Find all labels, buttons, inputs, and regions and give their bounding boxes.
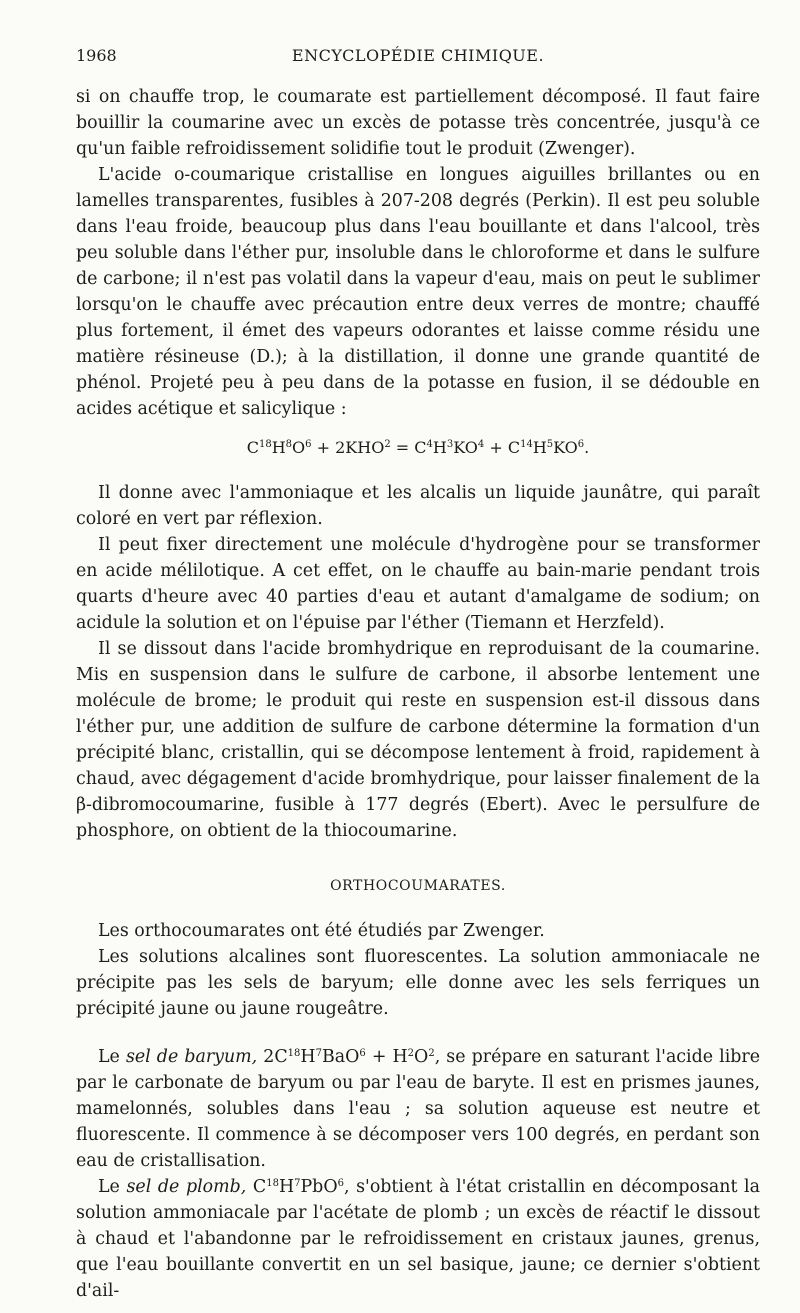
paragraph-5: Il se dissout dans l'acide bromhydrique en reproduisant de la coumarine. Mis en suspension dans le sulfure de carbone, il absorbe lentement une molécule de brome; le produit qui reste en suspension est-il dissous dans l'éther pur, une addition de sulfure de carbone détermine la formation d'un précipité blanc, cristallin, qui se décompose lentement à froid, rapidement à chaud, avec dégagement d'acide bromhydrique, pour laisser finalement de la β-dibromocoumarine, fusible à 177 degrés (Ebert). Avec le persulfure de phosphore, on obtient de la thiocoumarine. xyxy=(76,639,760,841)
page-number: 1968 xyxy=(76,46,117,65)
paragraph-1: si on chauffe trop, le coumarate est partiellement décomposé. Il faut faire bouillir la coumarine avec un excès de potasse très concentrée, jusqu'à ce qu'un faible refroidissement solidifie tout le produit (Zwenger). xyxy=(76,87,760,159)
term-sel-de-baryum: sel de baryum, xyxy=(125,1047,258,1067)
page-header-title: ENCYCLOPÉDIE CHIMIQUE. xyxy=(291,46,545,65)
paragraph-7: Les solutions alcalines sont fluorescentes. La solution ammoniacale ne précipite pas les sels de baryum; elle donne avec les sels ferriques un précipité jaune ou jaune rougeâtre. xyxy=(76,947,760,1019)
paragraph-sel-de-baryum: Le sel de baryum, $2C^{18}H^7BaO^6 + H^2O^2$, se prépare en saturant l'acide libre par le carbonate de baryum ou par l'eau de baryte. Il est en prismes jaunes, mamelonnés, solubles dans l'eau ; sa solution aqueuse est neutre et fluorescente. Il commence à se décomposer vers 100 degrés, en perdant son eau de cristallisation. xyxy=(76,1047,760,1171)
chemical-equation: $C^{18}H^8O^6 + 2KHO^2 = C^4H^3KO^4 + C^{14}H^5KO^6$. xyxy=(246,438,590,457)
paragraph-2: L'acide o-coumarique cristallise en longues aiguilles brillantes ou en lamelles transparentes, fusibles à 207-208 degrés (Perkin). Il est peu soluble dans l'eau froide, beaucoup plus dans l'eau bouillante et dans l'alcool, très peu soluble dans l'éther pur, insoluble dans le chloroforme et dans le sulfure de carbone; il n'est pas volatil dans la vapeur d'eau, mais on peut le sublimer lorsqu'on le chauffe avec précaution entre deux verres de montre; chauffé plus fortement, il émet des vapeurs odorantes et laisse comme résidu une matière résineuse (D.); à la distillation, il donne une grande quantité de phénol. Projeté peu à peu dans de la potasse en fusion, il se dédouble en acides acétique et salicylique : xyxy=(76,165,760,419)
paragraph-4: Il peut fixer directement une molécule d'hydrogène pour se transformer en acide mélilotique. A cet effet, on le chauffe au bain-marie pendant trois quarts d'heure avec 40 parties d'eau et autant d'amalgame de sodium; on acidule la solution et on l'épuise par l'éther (Tiemann et Herzfeld). xyxy=(76,535,760,633)
paragraph-3: Il donne avec l'ammoniaque et les alcalis un liquide jaunâtre, qui paraît coloré en vert par réflexion. xyxy=(76,483,760,529)
running-head xyxy=(76,46,760,74)
page-body xyxy=(76,84,760,1304)
paragraph-6: Les orthocoumarates ont été étudiés par Zwenger. xyxy=(98,921,545,941)
term-sel-de-plomb: sel de plomb, xyxy=(126,1177,247,1197)
paragraph-sel-de-plomb: Le sel de plomb, $C^{18}H^7PbO^6$, s'obtient à l'état cristallin en décomposant la solution ammoniacale par l'acétate de plomb ; un excès de réactif le dissout à chaud et l'abandonne par le refroidissement en cristaux jaunes, grenus, que l'eau bouillante convertit en un sel basique, jaune; ce dernier s'obtient d'ail- xyxy=(76,1177,760,1301)
section-title: ORTHOCOUMARATES. xyxy=(330,878,506,894)
